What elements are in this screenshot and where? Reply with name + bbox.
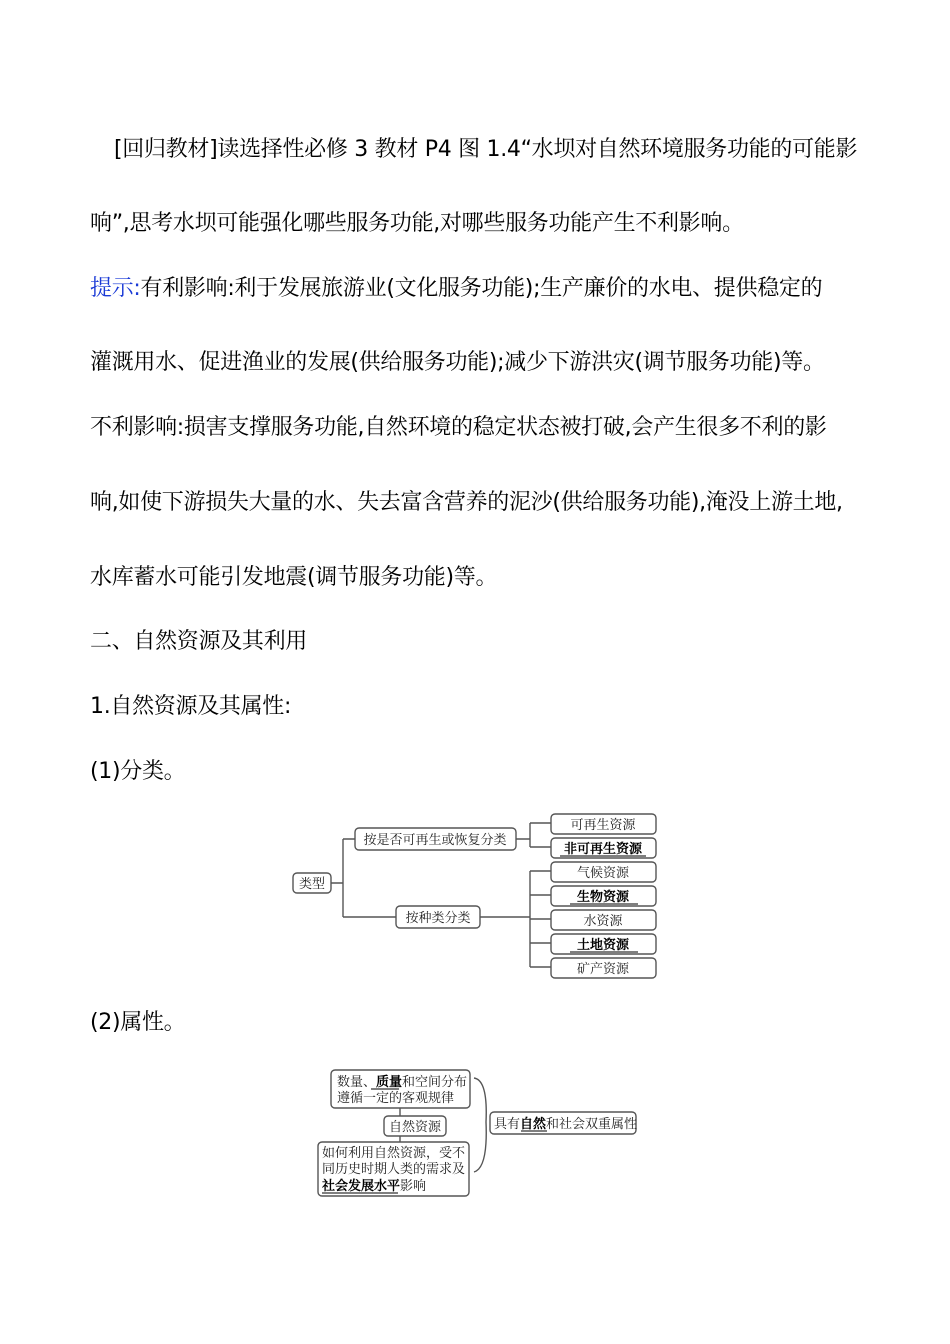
diagram1-item-nonrenewable: 非可再生资源 (563, 842, 643, 857)
diagram1-item-water: 水资源 (583, 914, 623, 929)
diagram1-item-climate: 气候资源 (576, 866, 630, 881)
diagram1-item-biological: 生物资源 (576, 890, 630, 905)
hint-label: 提示: (90, 276, 141, 301)
diagram2-result-label: 具有自然和社会双重属性 (494, 1117, 638, 1132)
hint-text: 有利影响:利于发展旅游业(文化服务功能);生产廉价的水电、提供稳定的 (140, 276, 823, 301)
diagram2-center-label: 自然资源 (388, 1120, 442, 1135)
paragraph-question-line-2: 响”,思考水坝可能强化哪些服务功能,对哪些服务功能产生不利影响。 (90, 211, 744, 236)
diagram1-branch1-label: 按是否可再生或恢复分类 (363, 833, 507, 848)
diagram1-root-label: 类型 (298, 877, 326, 892)
diagram2-bottom-line-1: 如何利用自然资源，受不 (322, 1146, 466, 1161)
paragraph-question-line-1: [回归教材]读选择性必修 3 教材 P4 图 1.4“水坝对自然环境服务功能的可能影 (114, 137, 858, 162)
paragraph-negative-line-1: 不利影响:损害支撑服务功能,自然环境的稳定状态被打破,会产生很多不利的影 (90, 415, 827, 440)
diagram1-item-land: 土地资源 (576, 938, 630, 953)
diagram2-bracket (474, 1078, 486, 1172)
paragraph-hint-line-2: 灌溉用水、促进渔业的发展(供给服务功能);减少下游洪灾(调节服务功能)等。 (90, 350, 825, 375)
section-title: 二、自然资源及其利用 (90, 629, 308, 654)
diagram1-item-renewable: 可再生资源 (570, 818, 636, 833)
attribute-heading: (2)属性。 (90, 1010, 186, 1035)
diagram1-item-mineral: 矿产资源 (576, 962, 630, 977)
diagram2-top-line-1: 数量、质量和空间分布 (337, 1075, 468, 1090)
paragraph-negative-line-2: 响,如使下游损失大量的水、失去富含营养的泥沙(供给服务功能),淹没上游土地, (90, 490, 843, 515)
diagram2-bottom-line-2: 同历史时期人类的需求及 (322, 1162, 466, 1177)
diagram1-branch2-label: 按种类分类 (405, 911, 471, 926)
classification-heading: (1)分类。 (90, 759, 186, 784)
subsection-title: 1.自然资源及其属性: (90, 694, 292, 719)
diagram2-bottom-line-3: 社会发展水平影响 (322, 1179, 427, 1194)
paragraph-negative-line-3: 水库蓄水可能引发地震(调节服务功能)等。 (90, 565, 498, 590)
diagram2-top-line-2: 遵循一定的客观规律 (337, 1091, 455, 1106)
